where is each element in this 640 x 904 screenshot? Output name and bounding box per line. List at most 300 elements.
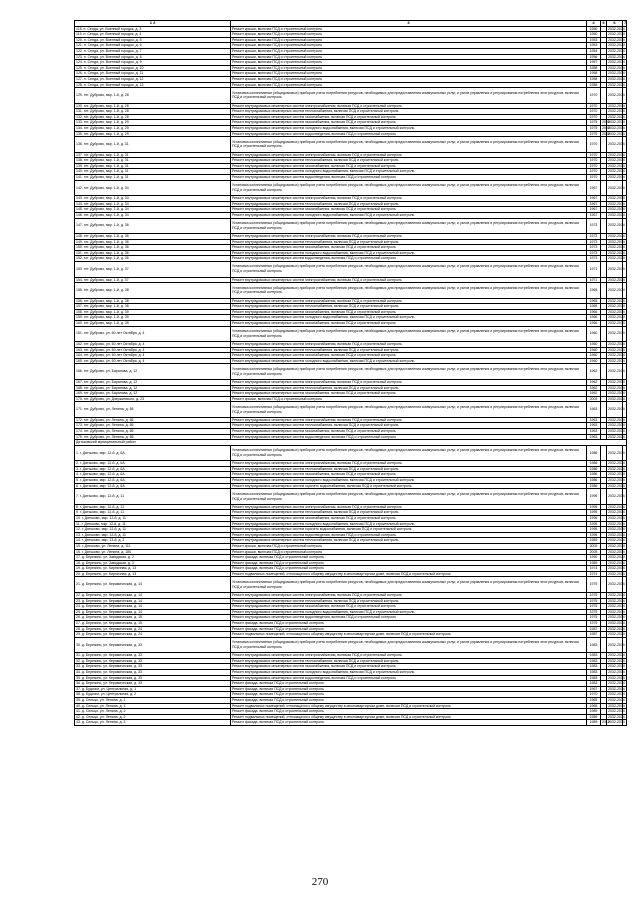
address-text: пгт. Дуброво, мкр. 1-й, д. 38 xyxy=(83,287,129,292)
address-text: пгт. Дуброво, мкр. 1-й, д. 38 xyxy=(83,298,129,303)
row-number: 119. xyxy=(76,32,83,37)
cell-year-built: 1995 xyxy=(587,510,601,516)
address-text: г. Дятьково, мкр. 12-й, д. 6А xyxy=(79,472,125,477)
cell-work-type: Установка коллективных (общедомовых) приборов учета потребления ресурсов, необходимых для предоставления коммунальных услуг, и узлов управления и регулирования потребления этих ресурсов, включая ПСД и строительный контроль xyxy=(231,445,587,461)
row-number: 139. xyxy=(76,163,83,168)
cell-year-built: 1965 xyxy=(587,304,601,310)
table-row xyxy=(75,720,627,726)
cell-year-built: 1958 xyxy=(587,82,601,88)
cell-period: 2032-2034 xyxy=(607,637,623,653)
cell-address xyxy=(75,577,231,593)
address-text: д. Сельцо, ул. Ленина, д. 3 xyxy=(81,720,126,725)
cell-work-type: Ремонт внутридомовых инженерных систем холодного водоснабжения, включая ПСД и строительный контроль xyxy=(231,126,587,132)
address-text: пгт. Дуброво, ул. Ленина, д. 65 xyxy=(83,423,134,428)
cell-period: 2032-2034 xyxy=(607,88,623,104)
cell-period: 2032-2034 xyxy=(608,609,625,614)
cell-work-type: Установка коллективных (общедомовых) приборов учета потребления ресурсов, необходимых для предоставления коммунальных услуг, и узлов управления и регулирования потребления этих ресурсов, включая ПСД и строительный контроль xyxy=(231,218,587,234)
address-text: пгт. Дуброво, мкр. 1-й, д. 39 xyxy=(83,309,129,314)
cell-year-built: 1989 xyxy=(587,714,601,720)
cell-period: 2032-2034 xyxy=(608,353,625,358)
address-text: пгт. Дуброво, мкр. 1-й, д. 34 xyxy=(83,196,129,201)
row-number: 13. xyxy=(76,532,81,537)
cell-period: 2032-2034 xyxy=(608,54,625,59)
row-number: 158. xyxy=(76,309,83,314)
address-text: п. Сенда, ул. Военный городок, д. 3 xyxy=(83,26,142,31)
cell-year-built: 1950 xyxy=(587,32,601,38)
cell-address xyxy=(75,262,231,278)
cell-year-overhaul: 2010 xyxy=(602,720,610,725)
row-number: 122. xyxy=(76,48,83,53)
row-number: 36. xyxy=(76,681,81,686)
cell-period: 2032-2034 xyxy=(608,675,625,680)
cell-period: 2032-2034 xyxy=(608,555,625,560)
cell-work-type: Ремонт внутридомовых инженерных систем водоотведения, включая ПСД и строительный контроль xyxy=(231,532,587,538)
cell-work-type: Установка коллективных (общедомовых) приборов учета потребления ресурсов, необходимых для предоставления коммунальных услуг, и узлов управления и регулирования потребления этих ресурсов, включая ПСД и строительный контроль xyxy=(231,88,587,104)
cell-work-type: Ремонт внутридомовых инженерных систем водоотведения, включая ПСД и строительный контроль xyxy=(231,131,587,137)
address-text: пгт. Дуброво, ул. Баранова, д. 12 xyxy=(83,379,138,384)
cell-year-built: 1986 xyxy=(587,483,601,489)
repair-schedule-table xyxy=(74,20,627,726)
address-text: д. Березино, ул. Керамическая, д. 33 xyxy=(81,681,142,686)
cell-period: 2032-2034 xyxy=(608,598,625,603)
cell-work-type: Ремонт фасада, включая ПСД и строительный контроль xyxy=(231,709,587,715)
cell-period: 2032-2034 xyxy=(608,250,625,255)
cell-address xyxy=(75,218,231,234)
cell-period: 2032-2034 xyxy=(608,320,625,325)
cell-work-type: Ремонт внутридомовых инженерных систем газоснабжения, включая ПСД и строительный контроль xyxy=(231,120,587,126)
cell-period: 2032-2034 xyxy=(607,262,623,278)
row-number: 145. xyxy=(76,207,83,212)
cell-period: 2032-2034 xyxy=(608,632,625,637)
address-text: пгт. Дуброво, мкр. 1-й, д. 31 xyxy=(83,175,129,180)
cell-work-type: Ремонт внутридомовых инженерных систем газоснабжения, включая ПСД и строительный контроль xyxy=(231,515,587,521)
row-number: 1. xyxy=(76,450,79,455)
row-number: 128. xyxy=(76,82,83,87)
cell-year-built: 1953 xyxy=(587,43,601,49)
cell-year-built: 1986 xyxy=(587,478,601,484)
cell-work-type: Установка коллективных (общедомовых) приборов учета потребления ресурсов, необходимых для предоставления коммунальных услуг, и узлов управления и регулирования потребления этих ресурсов, включая ПСД и строительный контроль xyxy=(231,489,587,505)
cell-work-type: Ремонт фасада, включая ПСД и строительный контроль xyxy=(231,626,587,632)
cell-period: 2032-2034 xyxy=(608,43,625,48)
header-col-6: 6 xyxy=(607,21,623,27)
cell-work-type: Ремонт крыши, включая ПСД и строительный контроль xyxy=(231,43,587,49)
cell-period: 2032-2034 xyxy=(608,60,625,65)
address-text: п. Сенда, ул. Военный городок, д. 11 xyxy=(83,71,144,76)
cell-year-built: 1975 xyxy=(587,604,601,610)
cell-year-built: 1970 xyxy=(587,88,601,104)
row-number: 27. xyxy=(76,620,81,625)
row-number: 133. xyxy=(76,120,83,125)
row-number: 152. xyxy=(76,256,83,261)
row-number: 37. xyxy=(76,686,81,691)
cell-address xyxy=(75,445,231,461)
cell-work-type: Ремонт крыши, включая ПСД и строительный контроль xyxy=(231,32,587,38)
address-text: д. Березино, ул. Керамическая, д. 33 xyxy=(81,642,142,647)
cell-period: 2032-2034 xyxy=(608,385,625,390)
row-number: 136. xyxy=(76,142,83,147)
address-text: пгт. Дуброво, мкр. 1-й, д. 31 xyxy=(83,152,129,157)
row-number: 154. xyxy=(76,277,83,282)
cell-period: 2032-2034 xyxy=(607,283,623,299)
cell-work-type: Ремонт крыши, включая ПСД и строительный контроль xyxy=(231,26,587,32)
address-text: п. Сенда, ул. Военный городок, д. 9 xyxy=(83,60,142,65)
cell-period: 2032-2034 xyxy=(608,714,625,719)
cell-period: 2032-2034 xyxy=(608,434,625,439)
cell-year-built: 1975 xyxy=(587,131,601,137)
address-text: д. Березино, ул. Керамическая, д. 33 xyxy=(81,658,142,663)
row-number: 168. xyxy=(76,385,83,390)
cell-work-type: Установка коллективных (общедомовых) приборов учета потребления ресурсов, необходимых для предоставления коммунальных услуг, и узлов управления и регулирования потребления этих ресурсов, включая ПСД и строительный контроль xyxy=(231,577,587,593)
cell-work-type: Ремонт внутридомовых инженерных систем газоснабжения, включая ПСД и строительный контроль xyxy=(231,320,587,326)
row-number: 173. xyxy=(76,423,83,428)
address-text: пгт. Дуброво, ул. Баранова, д. 12 xyxy=(83,385,138,390)
address-text: пгт. Дуброво, мкр. 1-й, д. 36 xyxy=(83,245,129,250)
cell-period: 2032-2034 xyxy=(608,114,625,119)
cell-work-type: Ремонт внутридомовых инженерных систем теплоснабжения, включая ПСД и строительный контроль xyxy=(231,239,587,245)
cell-year-built: 1983 xyxy=(587,637,601,653)
cell-period: 2032-2034 xyxy=(608,543,625,548)
cell-period: 2032-2034 xyxy=(608,103,625,108)
cell-period: 2032-2034 xyxy=(608,429,625,433)
cell-year-built: 1990 xyxy=(587,555,601,561)
cell-year-built: 1966 xyxy=(587,320,601,326)
address-text: пгт. Дуброво, ул. Ленина, д. 65 xyxy=(83,417,134,422)
row-number: 16. xyxy=(76,549,81,554)
row-number: 131. xyxy=(76,109,83,114)
cell-period: 2032-2034 xyxy=(608,720,625,725)
address-text: д. Березино, ул. Керамическая, д. 33 xyxy=(81,670,142,674)
cell-year-built: 1963 xyxy=(587,417,601,423)
address-text: пгт. Дуброво, мкр. 1-й, д. 38 xyxy=(83,304,129,309)
cell-period: 2032-2034 xyxy=(607,402,623,418)
cell-period: 2032-2034 xyxy=(608,709,625,714)
row-number: 3. xyxy=(76,466,79,471)
cell-work-type: Ремонт внутридомовых инженерных систем холодного водоснабжения, включая ПСД и строительный контроль xyxy=(231,358,587,364)
cell-year-built: 1967 xyxy=(587,686,601,692)
cell-period: 2032-2034 xyxy=(608,71,625,76)
cell-work-type: Ремонт внутридомовых инженерных систем теплоснабжения, включая ПСД и строительный контроль xyxy=(231,466,587,472)
address-text: пгт. Дуброво, мкр. 1-й, д. 28 xyxy=(83,103,129,108)
table-row xyxy=(75,262,627,278)
cell-period: 2032-2034 xyxy=(608,653,625,658)
row-number: 125. xyxy=(76,65,83,70)
cell-year-built: 1971 xyxy=(587,277,601,283)
row-number: 164. xyxy=(76,353,83,358)
cell-period: 2032-2034 xyxy=(608,472,625,477)
address-text: г. Дятьково, мкр. 12-й, д. 11 xyxy=(81,521,126,526)
cell-period: 2032-2034 xyxy=(608,298,625,303)
cell-period: 2032-2034 xyxy=(608,234,625,239)
cell-year-built: 1965 xyxy=(587,697,601,703)
cell-year-built: 1962 xyxy=(587,385,601,391)
header-col-7: 7 xyxy=(624,20,627,25)
cell-work-type: Ремонт крыши, включая ПСД и строительный контроль xyxy=(231,549,587,555)
cell-year-built: 1975 xyxy=(587,598,601,604)
address-text: п. Сенда, ул. Военный городок, д. 10 xyxy=(83,65,144,70)
cell-address xyxy=(75,364,231,380)
cell-year-built: 1970 xyxy=(587,692,601,698)
cell-period: 2032-2034 xyxy=(608,163,625,168)
cell-year-built: 1989 xyxy=(587,720,601,726)
cell-year-built: 1970 xyxy=(587,152,601,158)
cell-work-type: Ремонт внутридомовых инженерных систем электроснабжения, включая ПСД и строительный контроль xyxy=(231,298,587,304)
cell-work-type: Ремонт внутридомовых инженерных систем электроснабжения, включая ПСД и строительный контроль xyxy=(231,103,587,109)
row-number: 33. xyxy=(76,664,81,669)
cell-year-built: 1970 xyxy=(587,109,601,115)
cell-work-type: Ремонт внутридомовых инженерных систем газоснабжения, включая ПСД и строительный контроль xyxy=(231,604,587,610)
row-number: 30. xyxy=(76,642,81,647)
cell-work-type: Ремонт крыши, включая ПСД и строительный контроль xyxy=(231,60,587,66)
address-text: д. Березино, ул. Кирпичная, д. 13 xyxy=(81,571,137,576)
cell-work-type: Ремонт внутридомовых инженерных систем электроснабжения, включая ПСД и строительный контроль xyxy=(231,196,587,202)
cell-period: 2032-2034 xyxy=(608,201,625,206)
cell-work-type: Ремонт крыши, включая ПСД и строительный контроль xyxy=(231,543,587,549)
row-number: 38. xyxy=(76,692,81,697)
address-text: пгт. Дуброво, ул. Ленина, д. 65 xyxy=(83,434,134,439)
cell-period: 2032-2034 xyxy=(608,309,625,314)
cell-work-type: Ремонт внутридомовых инженерных систем холодного водоснабжения, включая ПСД и строительный контроль xyxy=(231,250,587,256)
cell-period: 2032-2034 xyxy=(608,131,625,136)
cell-year-built: 1987 xyxy=(587,626,601,632)
cell-work-type: Ремонт внутридомовых инженерных систем теплоснабжения, включая ПСД и строительный контроль xyxy=(231,598,587,604)
cell-period: 2032-2034 xyxy=(608,510,625,515)
cell-period: 2032-2034 xyxy=(608,670,625,674)
cell-year-built: 1967 xyxy=(587,212,601,218)
cell-year-built: 1954 xyxy=(587,48,601,54)
cell-period: 2032-2034 xyxy=(608,538,625,543)
cell-period: 2032-2034 xyxy=(608,239,625,244)
cell-work-type: Ремонт подвальных помещений, относящихся к общему имуществу в многоквартирном доме, включая ПСД и строительный контроль xyxy=(231,703,587,709)
cell-year-built: 1965 xyxy=(587,283,601,299)
cell-work-type: Ремонт фасада, включая ПСД и строительный контроль xyxy=(231,686,587,692)
cell-year-built: 1989 xyxy=(587,538,601,544)
cell-year-built: 1960 xyxy=(587,353,601,359)
address-text: пгт. Дуброво, мкр. 1-й, д. 37 xyxy=(83,277,129,282)
cell-year-built: 1989 xyxy=(587,560,601,566)
cell-work-type: Установка коллективных (общедомовых) приборов учета потребления ресурсов, необходимых для предоставления коммунальных услуг, и узлов управления и регулирования потребления этих ресурсов, включая ПСД и строительный контроль xyxy=(231,180,587,196)
cell-work-type: Ремонт фасада, включая ПСД и строительный контроль xyxy=(231,555,587,561)
cell-work-type: Ремонт фасада, включая ПСД и строительный контроль xyxy=(231,697,587,703)
address-text: п. Сенда, ул. Военный городок, д. 12 xyxy=(83,76,144,81)
cell-work-type: Ремонт внутридомовых инженерных систем холодного водоснабжения, включая ПСД и строительный контроль xyxy=(231,212,587,218)
address-text: д. Березино, ул. Керамическая, д. 14 xyxy=(81,604,142,609)
cell-year-built: 1995 xyxy=(587,489,601,505)
address-text: пгт. Дуброво, мкр. 1-й, д. 36 xyxy=(83,239,129,244)
address-text: г. Дятьково, мкр. 12-й, д. 6А xyxy=(79,466,125,471)
cell-work-type: Ремонт внутридомовых инженерных систем газоснабжения, включая ПСД и строительный контроль xyxy=(231,664,587,670)
cell-work-type: Ремонт внутридомовых инженерных систем холодного водоснабжения, включая ПСД и строительный контроль xyxy=(231,521,587,527)
cell-work-type: Ремонт крыши, включая ПСД и строительный контроль xyxy=(231,396,587,402)
header-col-4: 4 xyxy=(587,21,601,27)
row-number: 35. xyxy=(76,675,81,680)
cell-year-overhaul: 2008 xyxy=(602,126,610,130)
cell-work-type: Ремонт внутридомовых инженерных систем газоснабжения, включая ПСД и строительный контроль xyxy=(231,472,587,478)
cell-period: 2032-2034 xyxy=(608,48,625,53)
address-text: г. Дятьково, мкр. 12-й, д. 6А xyxy=(79,478,125,483)
cell-work-type: Ремонт внутридомовых инженерных систем холодного водоснабжения, включая ПСД и строительный контроль xyxy=(231,609,587,615)
cell-work-type: Установка коллективных (общедомовых) приборов учета потребления ресурсов, необходимых для предоставления коммунальных услуг, и узлов управления и регулирования потребления этих ресурсов, включая ПСД и строительный контроль xyxy=(231,137,587,153)
cell-address xyxy=(75,720,231,726)
cell-period: 2032-2034 xyxy=(608,212,625,217)
cell-year-built: 1983 xyxy=(587,653,601,659)
row-number: 135. xyxy=(76,131,83,136)
address-text: пгт. Дуброво, мкр. 1-й, д. 36 xyxy=(83,256,129,261)
cell-work-type: Ремонт крыши, включая ПСД и строительный контроль xyxy=(231,71,587,77)
address-text: д. Сельцо, ул. Ленина, д. 2 xyxy=(81,709,126,714)
address-text: д. Березино, ул. Керамическая, д. 24 xyxy=(81,626,142,631)
cell-work-type: Ремонт внутридомовых инженерных систем электроснабжения, включая ПСД и строительный контроль xyxy=(231,653,587,659)
table-row xyxy=(75,577,627,593)
cell-year-built: 1995 xyxy=(587,504,601,510)
cell-period: 2032-2034 xyxy=(607,326,623,342)
cell-work-type: Ремонт внутридомовых инженерных систем электроснабжения, включая ПСД и строительный контроль xyxy=(231,417,587,423)
cell-address xyxy=(75,402,231,418)
row-number: 4. xyxy=(76,472,79,477)
address-text: пгт. Дуброво, мкр. 1-й, д. 36 xyxy=(83,223,129,228)
cell-period: 2032-2034 xyxy=(607,489,623,505)
cell-year-built: 1970 xyxy=(587,114,601,120)
row-number: 8. xyxy=(76,504,79,509)
cell-year-built: 1995 xyxy=(587,521,601,527)
cell-work-type: Ремонт внутридомовых инженерных систем холодного водоснабжения, включая ПСД и строительный контроль xyxy=(231,315,587,321)
cell-period: 2032-2034 xyxy=(608,620,625,625)
table-row xyxy=(75,137,627,153)
cell-address xyxy=(75,637,231,653)
cell-period: 2032-2034 xyxy=(608,196,625,201)
row-number: 147. xyxy=(76,223,83,228)
address-text: г. Дятьково, мкр. 12-й, д. 6А xyxy=(79,483,125,488)
cell-work-type: Ремонт внутридомовых инженерных систем газоснабжения, включая ПСД и строительный контроль xyxy=(231,353,587,359)
cell-period: 2032-2034 xyxy=(608,315,625,320)
table-row xyxy=(75,88,627,104)
cell-work-type: Ремонт фасада, включая ПСД и строительный контроль xyxy=(231,560,587,566)
address-text: д. Березино, ул. Керамическая, д. 15 xyxy=(81,620,142,625)
row-number: 123. xyxy=(76,54,83,59)
address-text: пгт. Дуброво, мкр. 1-й, д. 34 xyxy=(83,212,129,217)
cell-year-built: 1958 xyxy=(587,76,601,82)
row-number: 21. xyxy=(76,582,81,587)
cell-year-built: 1965 xyxy=(587,298,601,304)
row-number: 31. xyxy=(76,653,81,658)
cell-work-type: Ремонт внутридомовых инженерных систем газоснабжения, включая ПСД и строительный контроль xyxy=(231,163,587,169)
row-number: 34. xyxy=(76,670,81,674)
address-text: д. Березино, ул. Керамическая, д. 33 xyxy=(81,675,142,680)
cell-period: 2032-2034 xyxy=(608,461,625,466)
cell-year-built: 1973 xyxy=(587,218,601,234)
address-text: д. Березино, ул. Керамическая, д. 24 xyxy=(81,632,142,637)
row-number: 25. xyxy=(76,609,81,614)
cell-period: 2032-2034 xyxy=(608,521,625,526)
row-number: 18. xyxy=(76,560,81,565)
cell-period: 2032-2034 xyxy=(608,703,625,708)
row-number: 29. xyxy=(76,632,81,637)
table-row xyxy=(75,445,627,461)
cell-period: 2032-2034 xyxy=(608,664,625,669)
cell-period: 2032-2034 xyxy=(608,256,625,261)
row-number: 138. xyxy=(76,158,83,163)
cell-work-type: Ремонт внутридомовых инженерных систем горячего водоснабжения, включая ПСД и строительный контроль xyxy=(231,527,587,533)
cell-period: 2032-2034 xyxy=(608,126,625,130)
cell-work-type: Ремонт внутридомовых инженерных систем газоснабжения, включая ПСД и строительный контроль xyxy=(231,245,587,251)
document-page xyxy=(74,20,626,726)
cell-year-built: 1958 xyxy=(587,65,601,71)
address-text: д. Березино, ул. Керамическая, д. 33 xyxy=(81,664,142,669)
address-text: пгт. Дуброво, ул. Баранова, д. 12 xyxy=(83,391,138,396)
address-text: пгт. Дуброво, мкр. 1-й, д. 31 xyxy=(83,163,129,168)
address-text: п. Сенда, ул. Военный городок, д. 13 xyxy=(83,82,144,87)
row-number: 41. xyxy=(76,709,81,714)
cell-period: 2032-2034 xyxy=(608,658,625,663)
cell-period: 2032-2034 xyxy=(607,445,623,461)
table-row xyxy=(75,489,627,505)
cell-year-built: 1970 xyxy=(587,169,601,175)
cell-year-built: 1970 xyxy=(587,103,601,109)
row-number: 148. xyxy=(76,234,83,239)
cell-year-built: 1975 xyxy=(587,620,601,626)
cell-period: 2032-2034 xyxy=(608,604,625,609)
cell-year-built: 1975 xyxy=(587,126,601,132)
row-number: 160. xyxy=(76,320,83,325)
cell-work-type: Ремонт внутридомовых инженерных систем холодного водоснабжения, включая ПСД и строительный контроль xyxy=(231,169,587,175)
row-number: 165. xyxy=(76,358,83,363)
cell-year-built: 1975 xyxy=(587,592,601,598)
cell-year-built: 1962 xyxy=(587,379,601,385)
cell-period: 2032-2034 xyxy=(608,466,625,471)
cell-work-type: Ремонт внутридомовых инженерных систем газоснабжения, включая ПСД и строительный контроль xyxy=(231,309,587,315)
address-text: п. Сенда, ул. Военный городок, д. 8 xyxy=(83,54,142,59)
address-text: пгт. Дуброво, ул. 60 лет Октября, д. 4 xyxy=(83,342,145,347)
row-number: 10. xyxy=(76,515,81,520)
cell-year-built: 1960 xyxy=(587,347,601,353)
cell-year-built: 1970 xyxy=(587,175,601,181)
cell-period: 2032-2034 xyxy=(608,697,625,702)
cell-address xyxy=(75,137,231,153)
address-text: г. Дятьково, ул. Ленина, д. 180 xyxy=(81,549,132,554)
cell-work-type: Ремонт внутридомовых инженерных систем теплоснабжения, включая ПСД и строительный контроль xyxy=(231,109,587,115)
address-text: г. Дятьково, мкр. 12-й, д. 11 xyxy=(79,504,125,509)
cell-year-built: 1989 xyxy=(587,709,601,715)
table-row xyxy=(75,283,627,299)
cell-year-built: 1971 xyxy=(587,262,601,278)
cell-work-type: Ремонт внутридомовых инженерных систем теплоснабжения, включая ПСД и строительный контроль xyxy=(231,538,587,544)
cell-period: 2032-2034 xyxy=(608,478,625,483)
cell-work-type: Установка коллективных (общедомовых) приборов учета потребления ресурсов, необходимых для предоставления коммунальных услуг, и узлов управления и регулирования потребления этих ресурсов, включая ПСД и строительный контроль xyxy=(231,326,587,342)
address-text: г. Дятьково, мкр. 12-й, д. 11 xyxy=(79,494,125,499)
cell-year-built: 1967 xyxy=(587,201,601,207)
cell-period: 2032-2034 xyxy=(608,592,625,597)
table-row xyxy=(75,218,627,234)
address-text: пгт. Дуброво, мкр. 1-й, д. 29 xyxy=(83,126,129,130)
cell-work-type: Ремонт внутридомовых инженерных систем электроснабжения, включая ПСД и строительный контроль xyxy=(231,379,587,385)
cell-work-type: Ремонт крыши, включая ПСД и строительный контроль xyxy=(231,54,587,60)
cell-period: 2032-2034 xyxy=(608,120,625,125)
cell-work-type: Ремонт внутридомовых инженерных систем теплоснабжения, включая ПСД и строительный контроль xyxy=(231,658,587,664)
address-text: пгт. Дуброво, мкр. 1-й, д. 37 xyxy=(83,266,129,271)
row-number: 171. xyxy=(76,407,83,412)
cell-year-built: 1986 xyxy=(587,445,601,461)
row-number: 149. xyxy=(76,239,83,244)
row-number: 153. xyxy=(76,266,83,271)
cell-period: 2032-2034 xyxy=(608,158,625,163)
address-text: д. Березино, ул. Заводская, д. 3 xyxy=(81,560,134,565)
address-text: пгт. Дуброво, мкр. 1-й, д. 31 xyxy=(83,158,129,163)
cell-period: 2032-2034 xyxy=(608,515,625,520)
address-text: д. Березино, ул. Керамическая, д. 14 xyxy=(81,609,142,614)
row-number: 146. xyxy=(76,212,83,217)
cell-year-built: 1967 xyxy=(587,180,601,196)
cell-period: 2032-2034 xyxy=(607,577,623,593)
section-title: Дятьковский муниципальный район xyxy=(75,440,627,446)
